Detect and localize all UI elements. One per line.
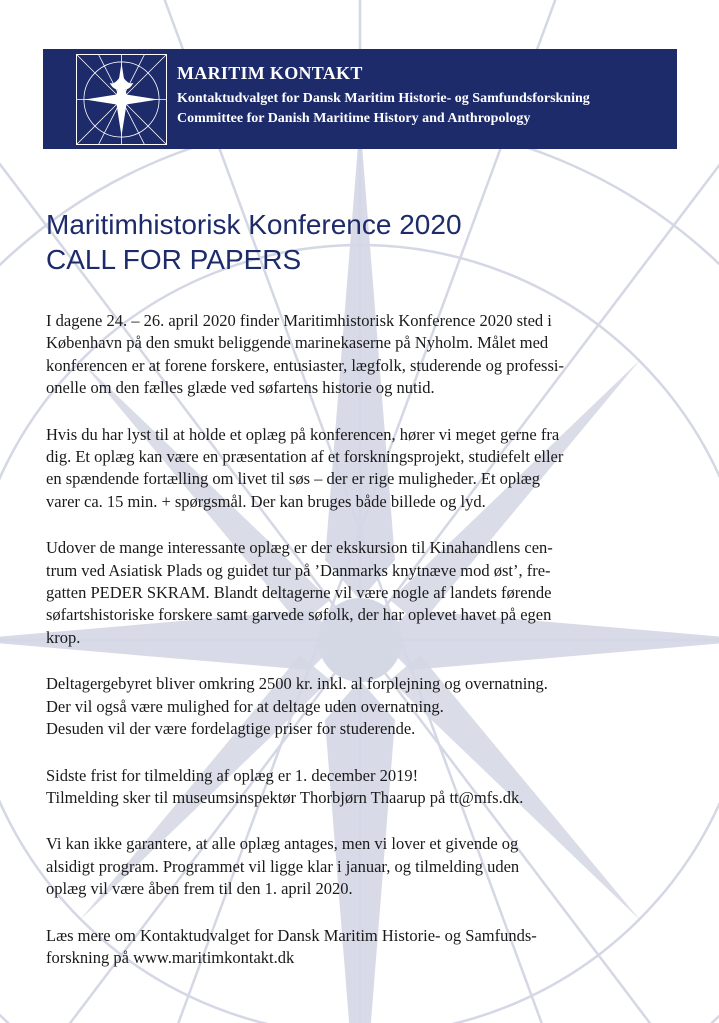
text-line: Vi kan ikke garantere, at alle oplæg antages, men vi lover et givende og bbox=[46, 834, 519, 854]
call-for-papers-heading: CALL FOR PAPERS bbox=[46, 244, 302, 275]
text-line: dig. Et oplæg kan være en præsentation af et forskningsprojekt, studiefelt eller bbox=[46, 447, 564, 467]
compass-rose-icon bbox=[76, 54, 167, 145]
paragraph-deadline bbox=[46, 765, 666, 810]
paragraph-presentation bbox=[46, 424, 666, 514]
text-line: varer ca. 15 min. + spørgsmål. Der kan bruges både billede og lyd. bbox=[46, 491, 486, 511]
text-line: konferencen er at forene forskere, entusiaster, lægfolk, studerende og professi- bbox=[46, 355, 564, 375]
text-line: Deltagergebyret bliver omkring 2500 kr. inkl. al forplejning og overnatning. bbox=[46, 674, 548, 694]
page-title bbox=[46, 207, 462, 277]
text-line: oplæg vil være åben frem til den 1. april 2020. bbox=[46, 879, 353, 899]
paragraph-fee bbox=[46, 673, 666, 740]
text-line: Desuden vil der være fordelagtige priser for studerende. bbox=[46, 719, 416, 739]
text-line: Der vil også være mulighed for at deltage uden overnatning. bbox=[46, 696, 444, 716]
organization-subtitle-danish: Kontaktudvalget for Dansk Maritim Historie- og Samfundsforskning bbox=[177, 91, 590, 106]
text-line: København på den smukt beliggende marinekaserne på Nyholm. Målet med bbox=[46, 333, 549, 353]
text-line: alsidigt program. Programmet vil ligge klar i januar, og tilmelding uden bbox=[46, 856, 520, 876]
paragraph-intro bbox=[46, 310, 666, 400]
text-line: Udover de mange interessante oplæg er der ekskursion til Kinahandlens cen- bbox=[46, 538, 553, 558]
paragraph-program bbox=[46, 833, 666, 900]
organization-title: MARITIM KONTAKT bbox=[177, 63, 363, 83]
paragraph-read-more bbox=[46, 925, 666, 970]
text-line: Læs mere om Kontaktudvalget for Dansk Maritim Historie- og Samfunds- bbox=[46, 925, 537, 945]
organization-subtitle-english: Committee for Danish Maritime History and Anthropology bbox=[177, 111, 531, 126]
text-line: Tilmelding sker til museumsinspektør Thorbjørn Thaarup på tt@mfs.dk. bbox=[46, 787, 524, 807]
text-line: I dagene 24. – 26. april 2020 finder Maritimhistorisk Konference 2020 sted i bbox=[46, 311, 552, 330]
text-line: forskning på www.maritimkontakt.dk bbox=[46, 947, 295, 967]
text-line: en spændende fortælling om livet til søs – der er rige muligheder. Et oplæg bbox=[46, 469, 541, 489]
text-line: krop. bbox=[46, 627, 81, 647]
paragraph-excursion bbox=[46, 537, 666, 649]
body-text bbox=[46, 310, 666, 993]
text-line: onelle om den fælles glæde ved søfartens historie og nutid. bbox=[46, 378, 435, 398]
text-line: Hvis du har lyst til at holde et oplæg på konferencen, hører vi meget gerne fra bbox=[46, 424, 560, 444]
text-line: søfartshistoriske forskere samt garvede søfolk, der har oplevet havet på egen bbox=[46, 605, 552, 625]
header-banner bbox=[43, 49, 677, 149]
text-line: trum ved Asiatisk Plads og guidet tur på ’Danmarks knytnæve mod øst’, fre- bbox=[46, 560, 551, 580]
text-line: gatten PEDER SKRAM. Blandt deltagerne vil være nogle af landets førende bbox=[46, 583, 552, 603]
conference-title: Maritimhistorisk Konference 2020 bbox=[46, 209, 462, 240]
text-line: Sidste frist for tilmelding af oplæg er 1. december 2019! bbox=[46, 765, 419, 785]
